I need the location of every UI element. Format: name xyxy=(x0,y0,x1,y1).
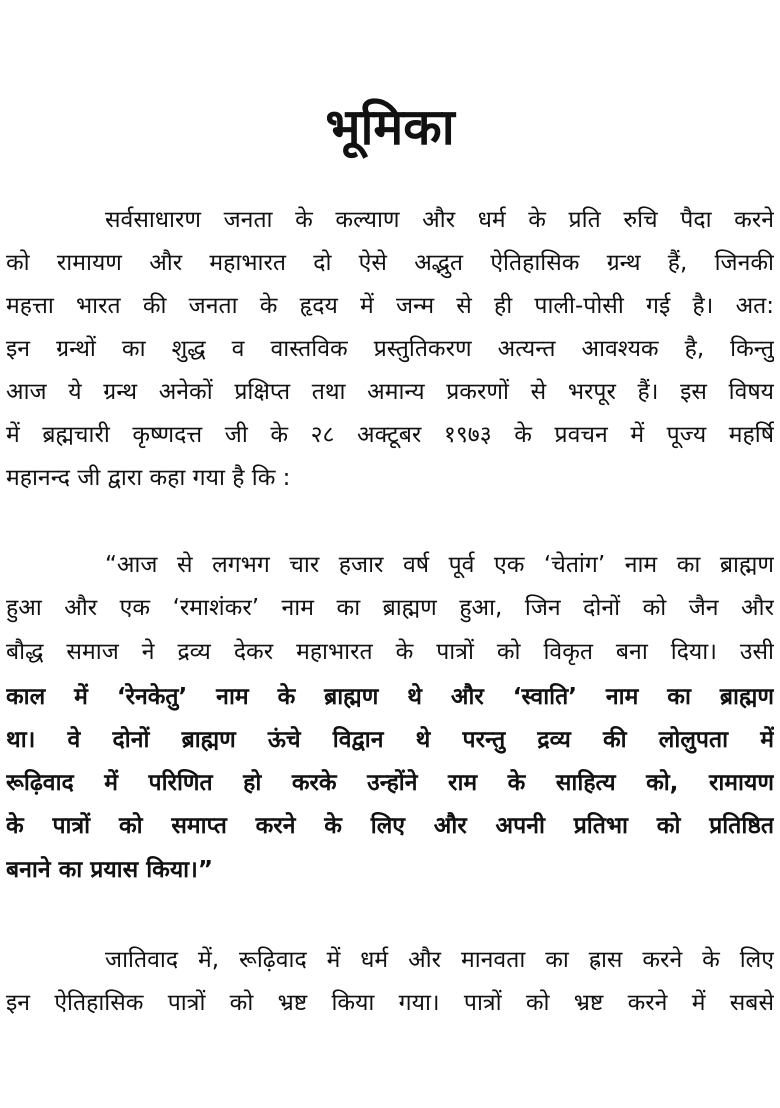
text-line: महानन्द जी द्वारा कहा गया है कि : xyxy=(6,465,291,491)
quote-line: के पात्रों को समाप्त करने के लिए और अपनी प्रतिभा को प्रतिष्ठित xyxy=(6,813,774,839)
quote-line: “आज से लगभग चार हजार वर्ष पूर्व एक ‘चेतांग’ नाम का ब्राह्मण xyxy=(105,552,774,578)
text-line: सर्वसाधारण जनता के कल्याण और धर्म के प्रति रुचि पैदा करने xyxy=(105,207,774,233)
text-line: इन ऐतिहासिक पात्रों को भ्रष्ट किया गया। पात्रों को भ्रष्ट करने में सबसे xyxy=(6,990,774,1016)
text-line: इन ग्रन्थों का शुद्ध व वास्तविक प्रस्तुतिकरण अत्यन्त आवश्यक है, किन्तु xyxy=(6,336,774,362)
text-line: को रामायण और महाभारत दो ऐसे अद्भुत ऐतिहासिक ग्रन्थ हैं, जिनकी xyxy=(6,250,774,276)
text-line: आज ये ग्रन्थ अनेकों प्रक्षिप्त तथा अमान्य प्रकरणों से भरपूर हैं। इस विषय xyxy=(6,379,774,405)
quote-line: था। वे दोनों ब्राह्मण ऊंचे विद्वान थे परन्तु द्रव्य की लोलुपता में xyxy=(6,727,774,753)
page-title: भूमिका xyxy=(325,98,455,156)
quote-line: काल में ‘रेनकेतु’ नाम के ब्राह्मण थे और ‘स्वाति’ नाम का ब्राह्मण xyxy=(6,684,774,710)
quote-line: बनाने का प्रयास किया।” xyxy=(6,857,213,883)
text-line: में ब्रह्मचारी कृष्णदत्त जी के २८ अक्टूबर १९७३ के प्रवचन में पूज्य महर्षि xyxy=(6,422,774,448)
quote-line: रूढ़िवाद में परिणित हो करके उन्होंने राम के साहित्य को, रामायण xyxy=(6,770,774,796)
text-line: महत्ता भारत की जनता के हृदय में जन्म से ही पाली-पोसी गई है। अत: xyxy=(6,293,774,319)
quote-line: बौद्ध समाज ने द्रव्य देकर महाभारत के पात्रों को विकृत बना दिया। उसी xyxy=(6,639,774,665)
quote-line: हुआ और एक ‘रमाशंकर’ नाम का ब्राह्मण हुआ, जिन दोनों को जैन और xyxy=(6,595,774,621)
text-line: जातिवाद में, रूढ़िवाद में धर्म और मानवता का ह्रास करने के लिए xyxy=(105,947,774,973)
